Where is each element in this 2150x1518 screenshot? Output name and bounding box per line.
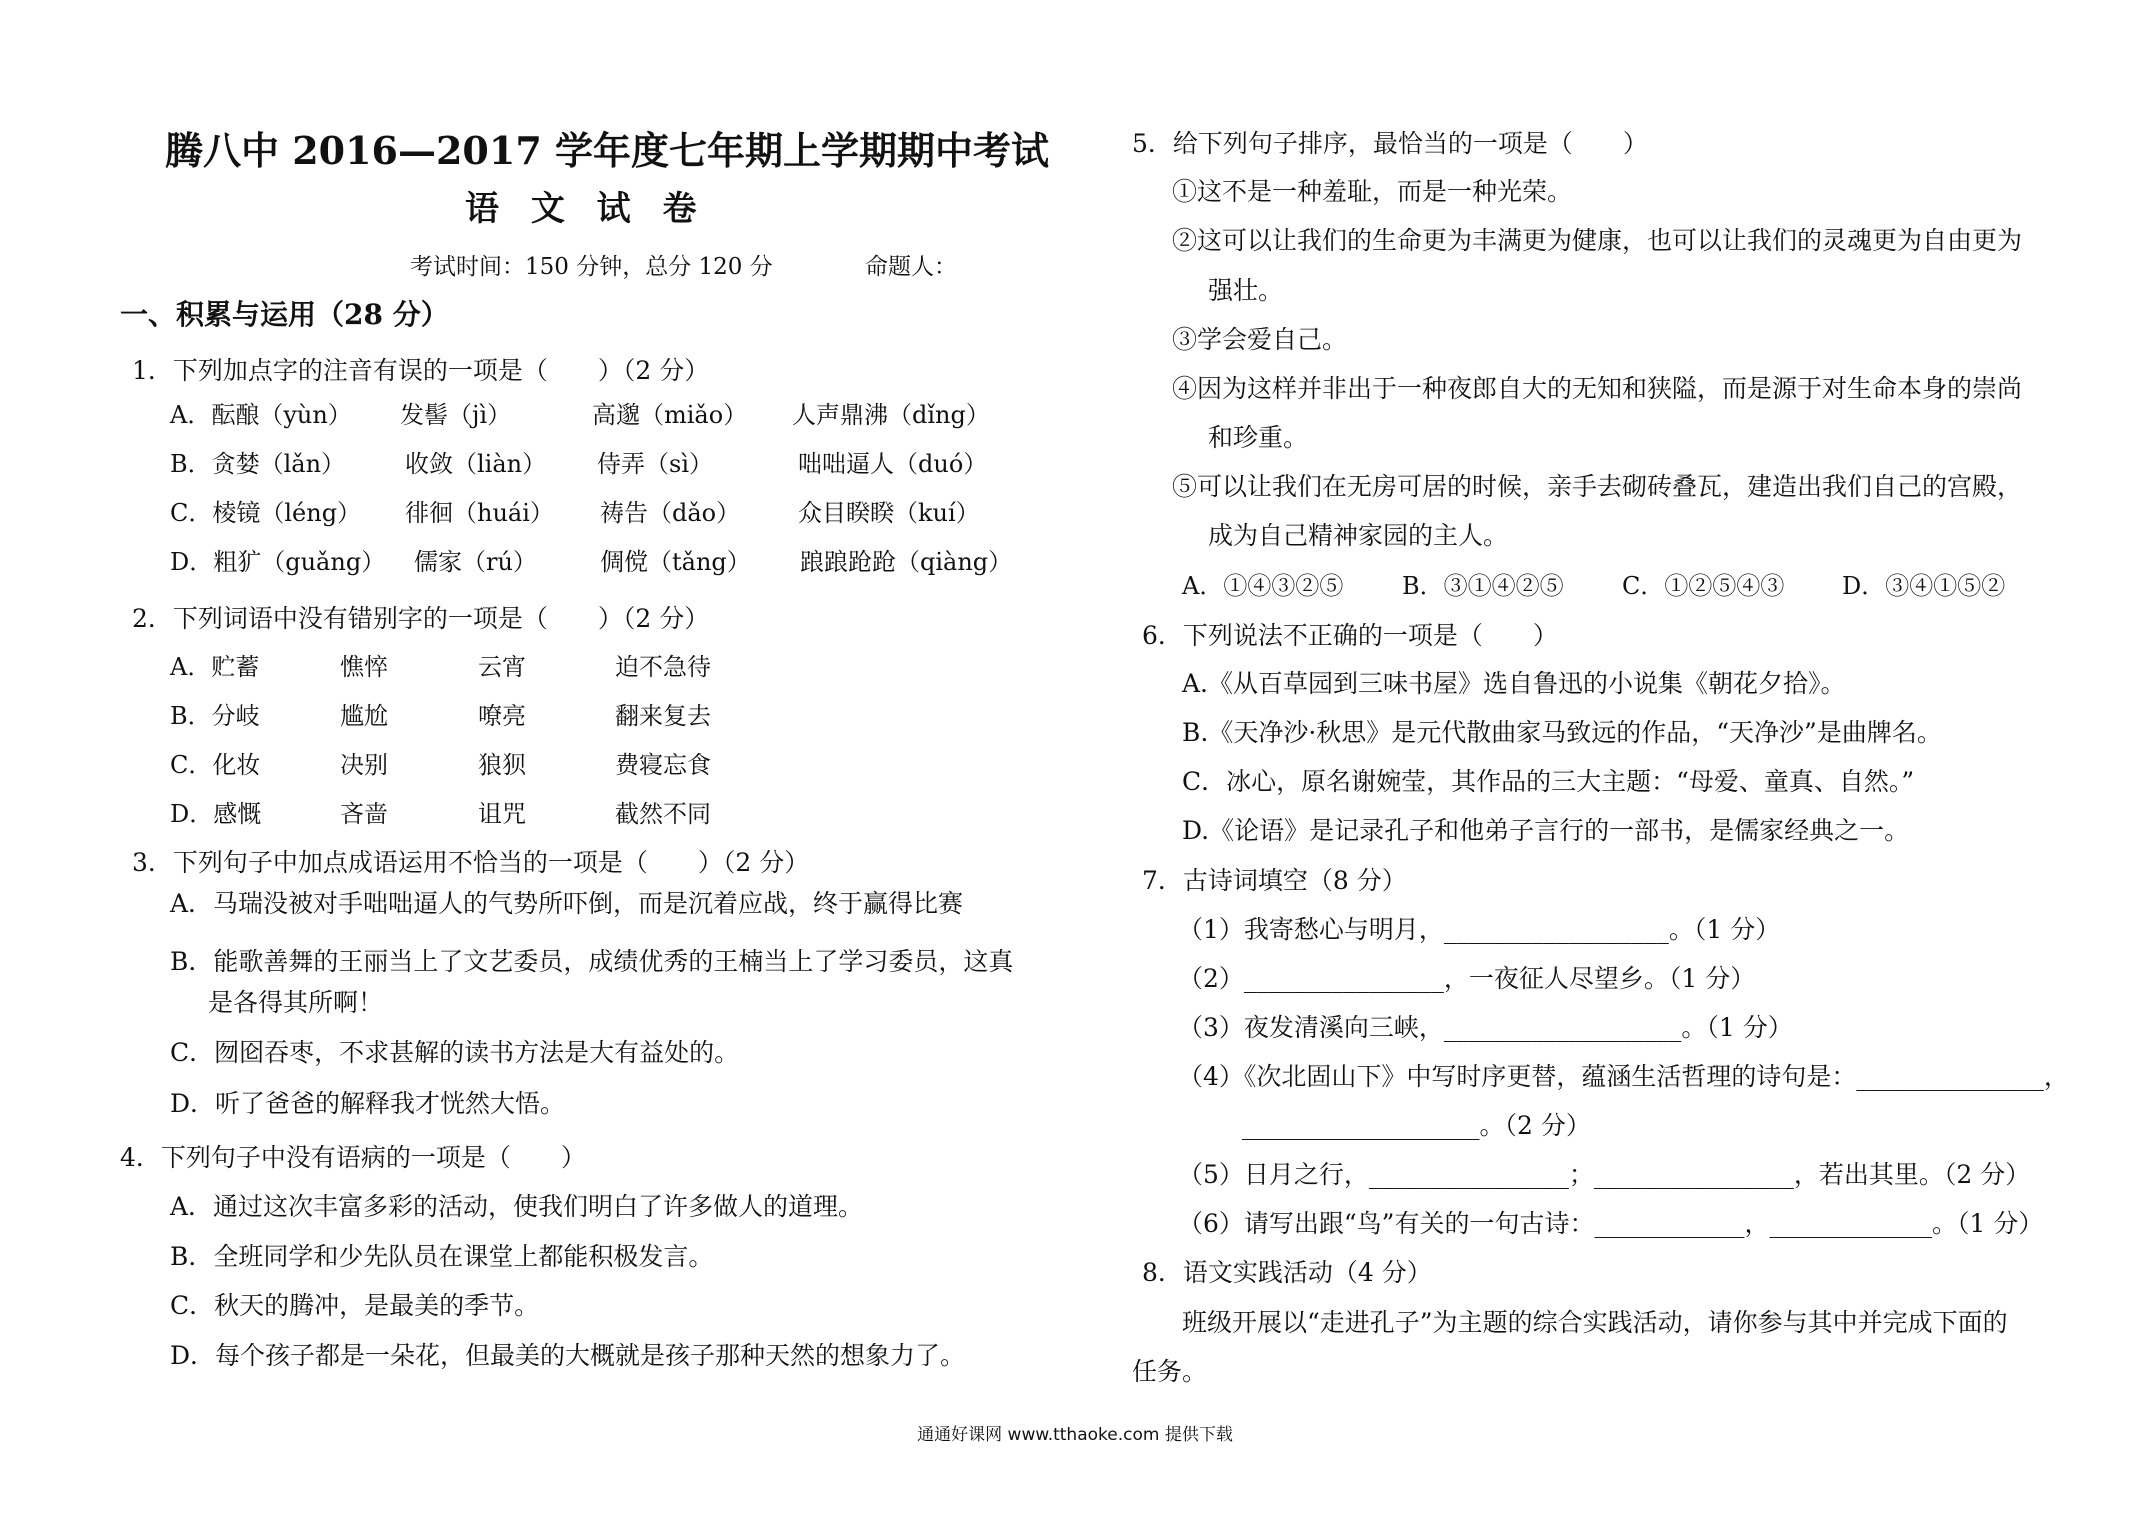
q1-d-3: 倜傥（tǎng）	[600, 548, 751, 576]
q1-c-3: 祷告（dǎo）	[600, 499, 741, 527]
q2-b-3: 嘹亮	[478, 702, 526, 730]
q2-stem: 2．下列词语中没有错别字的一项是（ ）（2 分）	[132, 604, 710, 633]
q7-blank-4-line2: ___________________。（2 分）	[1242, 1111, 1591, 1140]
q2-d-2: 吝啬	[340, 800, 388, 828]
q5-sentence-4-line1: ④因为这样并非出于一种夜郎自大的无知和狭隘，而是源于对生命本身的崇尚	[1172, 374, 2023, 403]
q7-blank-6: （6）请写出跟“鸟”有关的一句古诗：____________，_____________。（1 分）	[1178, 1209, 2044, 1238]
q1-stem: 1．下列加点字的注音有误的一项是（ ）（2 分）	[132, 356, 710, 385]
q4-option-c: C．秋天的腾冲，是最美的季节。	[170, 1291, 540, 1320]
q1-a-2: 发髻（jì）	[400, 401, 512, 429]
q7-blank-4-line1: （4）《次北固山下》中写时序更替，蕴涵生活哲理的诗句是：_______________，	[1178, 1062, 2069, 1091]
q6-option-c: C．冰心，原名谢婉莹，其作品的三大主题：“母爱、童真、自然。”	[1182, 767, 1915, 796]
q6-option-a: A.《从百草园到三味书屋》选自鲁迅的小说集《朝花夕拾》。	[1182, 669, 1846, 698]
q1-d-2: 儒家（rú）	[414, 548, 537, 576]
q5-option-a: A．①④③②⑤	[1182, 572, 1344, 600]
q4-option-d: D．每个孩子都是一朵花，但最美的大概就是孩子那种天然的想象力了。	[170, 1341, 966, 1370]
q5-sentence-2-line2: 强壮。	[1208, 276, 1284, 305]
q5-sentence-1: ①这不是一种羞耻，而是一种光荣。	[1172, 177, 1573, 206]
q2-d-3: 诅咒	[478, 800, 526, 828]
q1-b-2: 收敛（liàn）	[405, 450, 547, 478]
q5-option-d: D．③④①⑤②	[1842, 572, 2006, 600]
q4-option-a: A．通过这次丰富多彩的活动，使我们明白了许多做人的道理。	[170, 1192, 864, 1221]
q7-blank-1: （1）我寄愁心与明月，__________________。（1 分）	[1178, 915, 1781, 944]
q6-option-d: D.《论语》是记录孔子和他弟子言行的一部书，是儒家经典之一。	[1182, 816, 1910, 845]
q2-d-4: 截然不同	[615, 800, 711, 828]
q1-c-4: 众目睽睽（kuí）	[798, 499, 980, 527]
q1-d-1: D．粗犷（guǎng）	[170, 548, 386, 576]
q2-d-1: D．感慨	[170, 800, 262, 828]
q2-c-2: 决别	[340, 751, 388, 779]
q5-sentence-5-line2: 成为自己精神家园的主人。	[1208, 521, 1509, 550]
q7-blank-5: （5）日月之行，________________；________________，若出其里。（2 分）	[1178, 1160, 2031, 1189]
q1-a-1: A．酝酿（yùn）	[170, 401, 352, 429]
q2-b-4: 翻来复去	[615, 702, 711, 730]
q1-d-4: 踉踉跄跄（qiàng）	[800, 548, 1013, 576]
q1-a-3: 高邈（miǎo）	[592, 401, 748, 429]
q5-stem: 5．给下列句子排序，最恰当的一项是（ ）	[1132, 129, 1648, 158]
exam-title: 腾八中 2016—2017 学年度七年期上学期期中考试	[165, 128, 1049, 173]
q1-b-3: 侍弄（sì）	[597, 450, 713, 478]
q2-b-1: B．分岐	[170, 702, 260, 730]
page-footer: 通通好课网 www.tthaoke.com 提供下载	[917, 1425, 1233, 1445]
q2-a-2: 憔悴	[340, 653, 388, 681]
q1-c-2: 徘徊（huái）	[405, 499, 554, 527]
q2-a-3: 云宵	[478, 653, 526, 681]
q1-b-4: 咄咄逼人（duó）	[798, 450, 988, 478]
q3-option-b-line2: 是各得其所啊！	[208, 988, 384, 1017]
exam-subtitle: 语 文 试 卷	[465, 189, 707, 229]
q3-option-c: C．囫囵吞枣，不求甚解的读书方法是大有益处的。	[170, 1038, 740, 1067]
q2-a-4: 迫不急待	[615, 653, 711, 681]
q8-stem: 8．语文实践活动（4 分）	[1142, 1258, 1432, 1287]
q6-stem: 6．下列说法不正确的一项是（ ）	[1142, 621, 1558, 650]
q5-sentence-3: ③学会爱自己。	[1172, 325, 1348, 354]
q5-option-b: B．③①④②⑤	[1402, 572, 1564, 600]
q3-option-a: A．马瑞没被对手咄咄逼人的气势所吓倒，而是沉着应战，终于赢得比赛	[170, 889, 964, 918]
q8-paragraph-line1: 班级开展以“走进孔子”为主题的综合实践活动，请你参与其中并完成下面的	[1182, 1308, 2008, 1337]
q5-sentence-4-line2: 和珍重。	[1208, 423, 1309, 452]
section-heading: 一、积累与运用（28 分）	[120, 298, 449, 331]
q2-c-3: 狼狈	[478, 751, 526, 779]
q3-option-b-line1: B．能歌善舞的王丽当上了文艺委员，成绩优秀的王楠当上了学习委员，这真	[170, 947, 1014, 976]
q2-b-2: 尴尬	[340, 702, 388, 730]
q5-sentence-2-line1: ②这可以让我们的生命更为丰满更为健康，也可以让我们的灵魂更为自由更为	[1172, 226, 2023, 255]
q5-sentence-5-line1: ⑤可以让我们在无房可居的时候，亲手去砌砖叠瓦，建造出我们自己的宫殿，	[1172, 472, 2023, 501]
author-label: 命题人：	[865, 254, 957, 280]
q2-a-1: A．贮蓄	[170, 653, 260, 681]
q3-option-d: D．听了爸爸的解释我才恍然大悟。	[170, 1089, 566, 1118]
q1-b-1: B．贪婪（lǎn）	[170, 450, 346, 478]
q8-paragraph-line2: 任务。	[1132, 1357, 1208, 1386]
q2-c-1: C．化妆	[170, 751, 261, 779]
q7-stem: 7．古诗词填空（8 分）	[1142, 866, 1407, 895]
q7-blank-2: （2）________________，一夜征人尽望乡。（1 分）	[1178, 964, 1756, 993]
q5-option-c: C．①②⑤④③	[1622, 572, 1785, 600]
q2-c-4: 费寝忘食	[615, 751, 711, 779]
q1-c-1: C．棱镜（léng）	[170, 499, 362, 527]
q3-stem: 3．下列句子中加点成语运用不恰当的一项是（ ）（2 分）	[132, 848, 810, 877]
exam-info: 考试时间：150 分钟，总分 120 分	[410, 254, 773, 280]
q7-blank-3: （3）夜发清溪向三峡，___________________。（1 分）	[1178, 1013, 1793, 1042]
q4-option-b: B．全班同学和少先队员在课堂上都能积极发言。	[170, 1242, 714, 1271]
q6-option-b: B.《天净沙·秋思》是元代散曲家马致远的作品，“天净沙”是曲牌名。	[1182, 718, 1942, 747]
q1-a-4: 人声鼎沸（dǐng）	[792, 401, 990, 429]
q4-stem: 4．下列句子中没有语病的一项是（ ）	[120, 1143, 586, 1172]
